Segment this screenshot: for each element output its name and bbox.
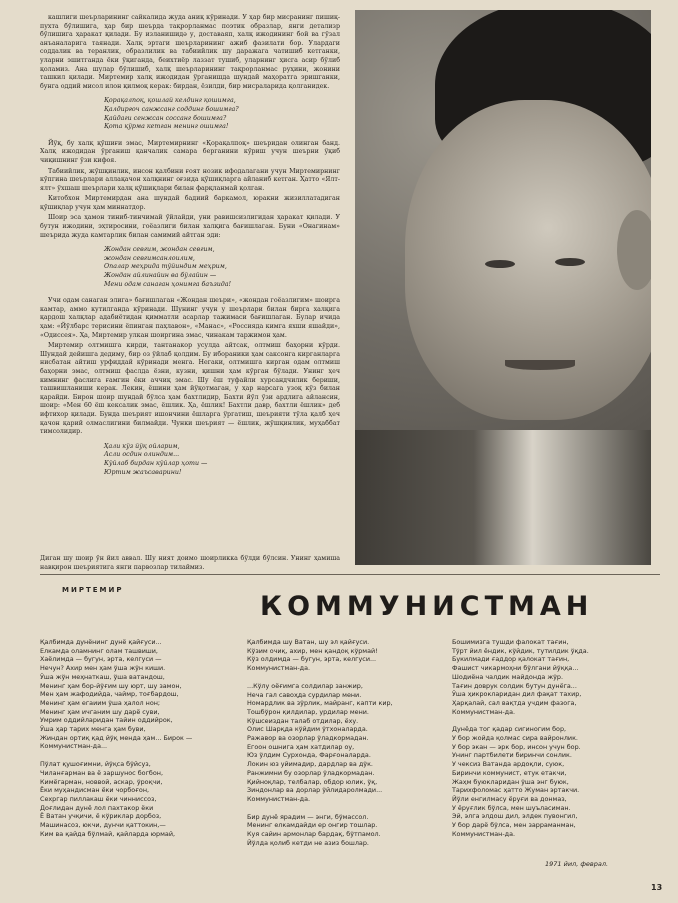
poem-line: Йўли енгилмасу ёруғи ва донмаз, (452, 794, 567, 803)
poem-line: Коммунистман-да... (40, 742, 108, 751)
poem-line: Жиндан ортиқ қад йўқ менда ҳам... Бирок — (40, 733, 193, 742)
poem-line: Опалар меҳрида тўйиндим меҳрим, (104, 263, 227, 271)
poem-line: Кўйлаб бирдан кўйлар ҳоти — (104, 459, 208, 467)
poem-line: Ҳали кўз йўқ ойларим, (104, 442, 180, 450)
poem-line: Чиланғарман ва ё заршунос богбон, (40, 768, 163, 777)
poem-line: Тарихфоломас ҳатто Жуман эртакчи. (452, 786, 580, 795)
poem-author: МИРТЕМИР (62, 586, 124, 594)
poem-line: Мени одам санаган ҳонимга баъзида! (104, 280, 232, 288)
poem-line: Кимёгарман, новвой, аскар, ўроқчи, (40, 777, 163, 786)
poem-line: Коммунистман-да. (247, 794, 311, 803)
poem-line: Менинг ҳам егаиим ўша ҳалол нон; (40, 698, 161, 707)
poem-line: Қалбимда шу Ватан, шу эл қайғуси. (247, 638, 370, 646)
article-paragraph: кашлиги шеърларининг сайкалида жуда аниқ кўринади. У ҳар бир мисранинг пишиқ-пухта бўлишига, ҳар бир шеърда тақрорланмас поэтик образлар, янги детализр бўлишига ҳаракат қилади. Бу изланишидә у, доставаяп, халқ ижодининг бой ва гўзал анъаналарига таянади. Халқ эртаги шеърларининг ажиб фазилати бор. Улардаги соддалик ва теранлик, образлилик ва табиийлик шу даражага чатишиб кетганки, уларни эшитганда ёки ўқиганда, беихтиёр лаззат тушиб, уларнинг ҳисга асир бўлиб қоламиз. Ана шулар бўлишиб, халқ шеърларининг тақрорланмас руҳини, жонини ташкил қилади. Миртемир халқ ижодидан ўрганишда шундай маҳоратга эришганки, бунга оддий мисол илон қилмоқ керак: бирдан, ёзилди, бир мисраларида қолганидек. (40, 14, 340, 90)
poem-line: Нечун? Ахир мен ҳам ўша жўн киши. (40, 664, 166, 673)
poem-line: Коммунистман-да. (452, 829, 516, 838)
poem-stanza (452, 725, 642, 838)
poem-line: Машинасоз, юкчи, дунчи қаттокин,— (40, 821, 166, 830)
poem-line: Сехргар пиллакаш ёки чинниссоз, (40, 794, 157, 803)
poem-line: жондан севгимсанлоилим, (104, 254, 195, 262)
poem-line: Эй, элга элдош дил, элдек пувонгил, (452, 812, 578, 821)
poem-line: Ё Ватан учқичи, ё кўриклар дорбоз, (40, 812, 162, 821)
poem-line: Йўлда қолиб кетди не азиз бошлар. (247, 838, 369, 847)
poem-line: Қорақалпоқ, қошлай келдинг қошимга, (104, 97, 236, 105)
poem-line: Тағин доврук солдик бутун дунёга... (452, 681, 577, 690)
poem-line: Кўзим очиқ, ахир, мен қандоқ кўрмай! (247, 646, 378, 655)
poem-line: Доғлидан дунё лол пахтакор ёки (40, 803, 154, 812)
poem-line: У бор жойда қолмас сира вайронлик. (452, 734, 578, 743)
poem-line: Ҳарқалай, сал вақтда учдим фазога, (452, 698, 577, 707)
poem-line: Унинг партбилети биринчи сонлик. (452, 751, 572, 760)
poem-line: Менинг ҳам ичганим шу дарё суви, (40, 707, 160, 716)
article-paragraph: Шоир эса ҳамон тиниб-тинчимай ўйлайди, уни равишсизлигидан ҳаракат қилади. У бутун ижодини, эҳтиросини, гоёазлиги билан халқига бағишлаган. Буни «Онагинам» шеърида жуда камтарлик билан самимий айтган эди: (40, 214, 340, 239)
poem-line: Қалдирғоч санжсанг соддинг бошимга? (104, 105, 239, 113)
article-paragraph: Учи одам санаган элига» бағишлаган «Жондан шеъри», «жондан гоёазлигим» шоирга камтар, аммо кутилганда кўринади. Шунинг учун у шеърлари билан бирга халқига қардош халқлар адабиётидан қимматли асарлар тажимаси бағишлаган. Булар ичида ҳам: «Йўлбарс терисини ёпинган паҳлавон», «Манас», «Россияда кимга яхши яшайди», «Одиссея». Ҳа, Миртемир улкан шоиргина эмас, чинакам таржимон ҳам. (40, 297, 340, 339)
page-number: 13 (651, 883, 663, 892)
poem-line: Умрим оддийларидан тайин оддийрок, (40, 716, 173, 725)
poem-line: Шодиёна чалдик майдонда жўр. (452, 672, 564, 681)
section-divider (40, 574, 660, 575)
poem-line: Ўша ҳикрокларидан дил фақат тахир, (452, 690, 582, 699)
poem-line: Биринчи коммунист, етук етакчи, (452, 768, 567, 777)
article-paragraph: Табиийлик, жўшқинлик, инсон қалбини ғоят нозик ифодалагани учун Миртемирнинг кўпгина шеърлари аллақачон халқнинг оғзида қўшиқларга айланиб кетган. Ҳатто «Ялт-ялт» ўхшаш шеърлари халқ қўшиқлари билан фарқланмай қолган. (40, 167, 340, 192)
poem-line: Ким ва қайда бўлмай, қайларда юрмай, (40, 829, 176, 838)
poem-line: Куя сайин армонлар бардақ, бўтпамол. (247, 830, 381, 839)
article-paragraph: Йўқ, бу халқ қўшиғи эмас, Миртемирнинг «Қорақалпоқ» шеъридан олинган банд. Халқ ижодидан ўрганиш қанчалик самара берганини кўриш учун шеърни ўқиб чиқишнинг ўзи кифоя. (40, 139, 340, 164)
article-closing: Диган шу шоир ўн йил аввал. Шу ният доимо шоирликка бўлди бўлсин. Унинг ҳамиша навқирон шеъриятига янги парвозлар тилаймиз. (40, 555, 340, 571)
poem-quote-1 (104, 97, 340, 131)
poem-line: ...Кўлу оёғимга солдилар занжир, (247, 681, 363, 690)
poem-line: Ёки муҳандисман ёки чорбоғон, (40, 786, 150, 795)
poem-line: Егоон ошнига ҳам хатдилар оу, (247, 742, 355, 751)
poem-column-2 (247, 638, 437, 856)
poem-line: Коммунистман-да. (247, 664, 311, 673)
poem-column-3 (452, 638, 642, 847)
poem-line: Ўша жўн меҳнаткаш, ўша ватандош, (40, 672, 165, 681)
poem-line: Асли осдин олиндим... (104, 451, 180, 459)
poem-title: КОММУНИСТМАН (260, 591, 594, 622)
poem-column-1 (40, 638, 230, 847)
poem-line: Хаёлимда — бугун, эрта, келгуси — (40, 655, 162, 664)
poem-line: Номардлик ва зўрлик, майранг, капти кир, (247, 699, 393, 708)
poem-line: Неча гал савоҳда сурдилар мени. (247, 690, 362, 699)
poem-line: Юз ўлдим Сурхонда, Фарғоналарда. (247, 751, 371, 760)
article-column (40, 14, 340, 485)
poem-line: Менинг ҳам бор-йўғим шу юрт, шу замон, (40, 681, 182, 690)
poem-line: Қийноқлар, телбалар, обдор юлик, ўқ, (247, 777, 378, 786)
poem-line: Тошбўрон қилдилар, урдилар мени. (247, 707, 369, 716)
poem-date: 1971 йил, феврал. (545, 860, 609, 868)
poem-line: Кўз олдимда — бугун, эрта, келгуси... (247, 655, 377, 664)
poem-line: У ёруғлик бўлса, мен шуъласиман. (452, 803, 571, 812)
poem-stanza (452, 638, 642, 716)
poem-line: Менинг елкамдайди ер онгир тошлар. (247, 821, 378, 830)
poem-line: Локин юз уйимадир, дардлар ва дўк. (247, 760, 373, 769)
poem-line: У бор экан — эрк бор, инсон учун бор. (452, 742, 581, 751)
poem-line: Бир дунё ярадим — энги, бўмассол. (247, 812, 369, 821)
poem-line: Қалбимда дунёнинг дунё қайғуси... (40, 638, 162, 646)
poem-line: Ранжимни бу озорлар ўладкормадан. (247, 768, 375, 777)
poem-line: Дунёда тог қадар сигиногим бор, (452, 725, 567, 734)
poem-line: Бошимизга тушди фалокат тағин, (452, 638, 569, 646)
poem-line: Юртим жаъсаварини! (104, 468, 182, 476)
poem-stanza (40, 638, 230, 751)
poem-line: Тўрт йил ёндик, кўйдик, тутилдик ўқда. (452, 646, 589, 655)
poem-stanza (247, 813, 437, 848)
poem-stanza (247, 682, 437, 804)
portrait-photo (355, 10, 651, 565)
poem-line: Ражавор ва озорлар ўладкормадан. (247, 734, 369, 743)
poem-quote-3 (104, 443, 340, 477)
poem-line: Елкамда оламнинг олам ташвиши, (40, 646, 158, 655)
poem-line: Пўлат қушоғимни, йўқса бўйсуз, (40, 760, 151, 769)
article-paragraph: Миртемир олтмишга кирди, тантанакор усулда айтсак, олтмиш баҳорни кўрди. Шундай дейишга дедиму, бир оз ўйлаб қолдим. Бу ибораники ҳам саксонга кирганларга нисбатан айтиш урфиддай кўринади менга. Негаки, олтмишга кирган одам олтмиш баҳорни эмас, олтмиш фаслда ёзни, кузни, қишни ҳам кўрган бўлади. Унинг ҳеч кимнинг фаслига ғамгин ёки аччиқ эмас. Шу ёш туфайли хурсандчилик бериши, ташвишланиши керак. Лекин, ёшини ҳам йўқотмаган, у ҳар нарсага узоқ кўз билан қарайди. Бирон шоир шундай бўлса ҳам бахтлидир, Бахти йўл ўзи ардлига айлансин, шоир: «Мен 60 ёш кексалик эмас, ёшлик. Ҳа, ёшлик! Бахтли давр, бахтли ёшлик» деб ифтихор қилади. Бунда шеърият ишончини ёшларга ўргатиш, шеърияти тўла қалб ҳеч қачон қарий олмаслигини билмайди. Чунки шеърият — ёшлик, жўшқинлик, муҳаббат тимсолидир. (40, 342, 340, 436)
poem-stanza (40, 760, 230, 838)
poem-line: Ўша ҳар тарих менга ҳам буви, (40, 725, 146, 734)
poem-line: Мен ҳам жафодийда, чаймр, тоғбардош, (40, 690, 179, 699)
article-paragraph: Китобхон Миртемирдан ана шундай бадиий баркамол, юракни жизиллатадиган қўшиқлар учун ҳам миннатдор. (40, 195, 340, 211)
poem-line: Кўшсеиздан талаб отдилар, ёху. (247, 716, 359, 725)
poem-line: Қайдаги сенжсан соссанг бошимга? (104, 114, 227, 122)
poem-line: У бор дарё бўлса, мен зарраманман, (452, 821, 576, 830)
poem-line: Фашист чикармоҳни бўлгани йўққа... (452, 664, 579, 673)
poem-quote-2 (104, 246, 340, 289)
poem-line: Коммунистман-да. (452, 707, 516, 716)
poem-line: У чексиз Ватанда ардоқли, суюк, (452, 760, 565, 769)
poem-line: Олис Шарқда кўйдим ўтхоналарда. (247, 725, 368, 734)
poem-line: Букилмади ғаддор қалокат тағин, (452, 655, 570, 664)
poem-line: Зиндонлар ва дорлар ўйлидаролмади... (247, 786, 383, 795)
poem-line: Жондан севгим, жондан севгим, (104, 246, 215, 254)
poem-line: Жондан айлинайин ва бўлайин — (104, 272, 217, 280)
poem-line: Қота қўрма кетган менинг ошимга! (104, 123, 229, 131)
poem-stanza (247, 638, 437, 673)
poem-line: Жаҳм буюкларидан ўша энг буюк, (452, 777, 569, 786)
